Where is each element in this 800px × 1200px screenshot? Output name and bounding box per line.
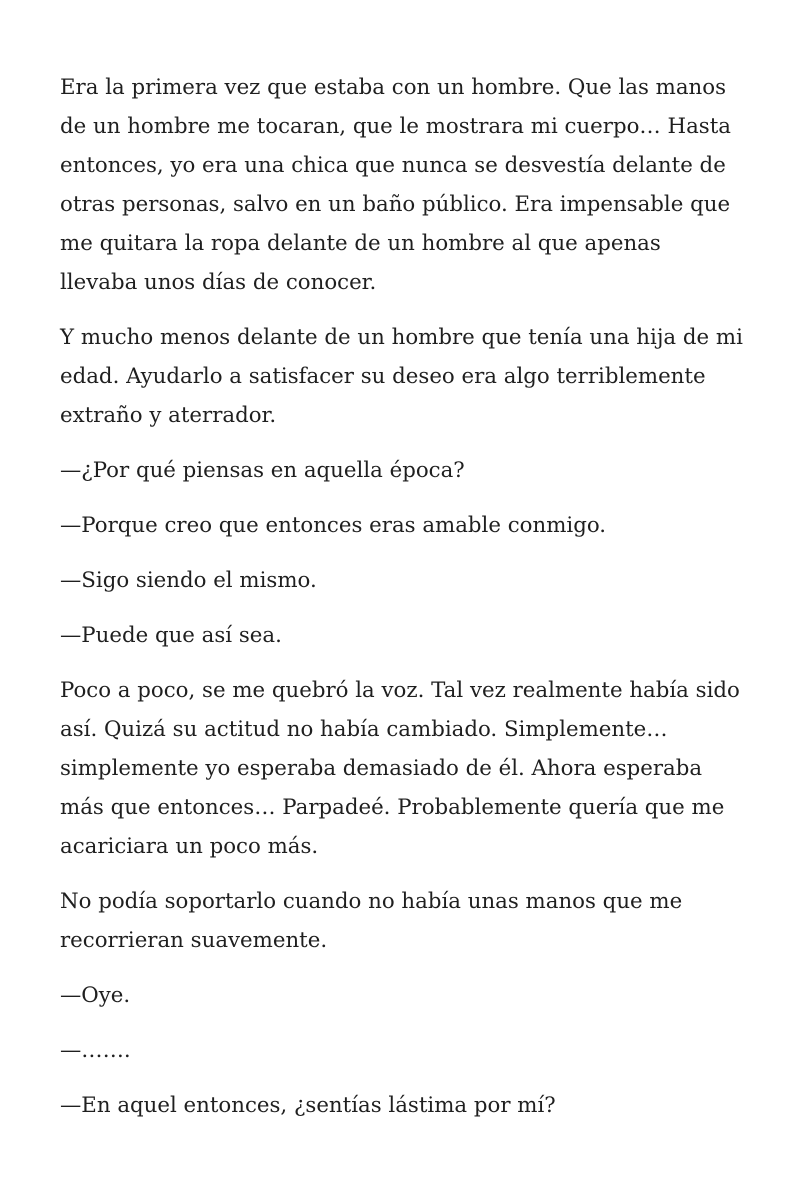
paragraph-4: No podía soportarlo cuando no había unas manos que me recorrieran suavemente. xyxy=(60,889,683,953)
dialogue-line-4: —Puede que así sea. xyxy=(60,623,282,648)
paragraph-2: Y mucho menos delante de un hombre que tenía una hija de mi edad. Ayudarlo a satisfacer su deseo era algo terriblemente extraño y aterrador. xyxy=(60,325,743,428)
dialogue-line-2: —Porque creo que entonces eras amable conmigo. xyxy=(60,513,607,538)
dialogue-line-7: —En aquel entonces, ¿sentías lástima por mí? xyxy=(60,1093,556,1118)
dialogue-line-1: —¿Por qué piensas en aquella época? xyxy=(60,458,465,483)
dialogue-line-6: —……. xyxy=(60,1038,131,1063)
paragraph-3: Poco a poco, se me quebró la voz. Tal vez realmente había sido así. Quizá su actitud no había cambiado. Simplemente… simplemente yo esperaba demasiado de él. Ahora esperaba más que entonces… Parpadeé. Probablemente quería que me acariciara un poco más. xyxy=(60,678,740,859)
paragraph-1: Era la primera vez que estaba con un hombre. Que las manos de un hombre me tocaran, que le mostrara mi cuerpo… Hasta entonces, yo era una chica que nunca se desvestía delante de otras personas, salvo en un baño público. Era impensable que me quitara la ropa delante de un hombre al que apenas llevaba unos días de conocer. xyxy=(60,75,731,295)
dialogue-line-5: —Oye. xyxy=(60,983,131,1008)
dialogue-line-3: —Sigo siendo el mismo. xyxy=(60,568,317,593)
